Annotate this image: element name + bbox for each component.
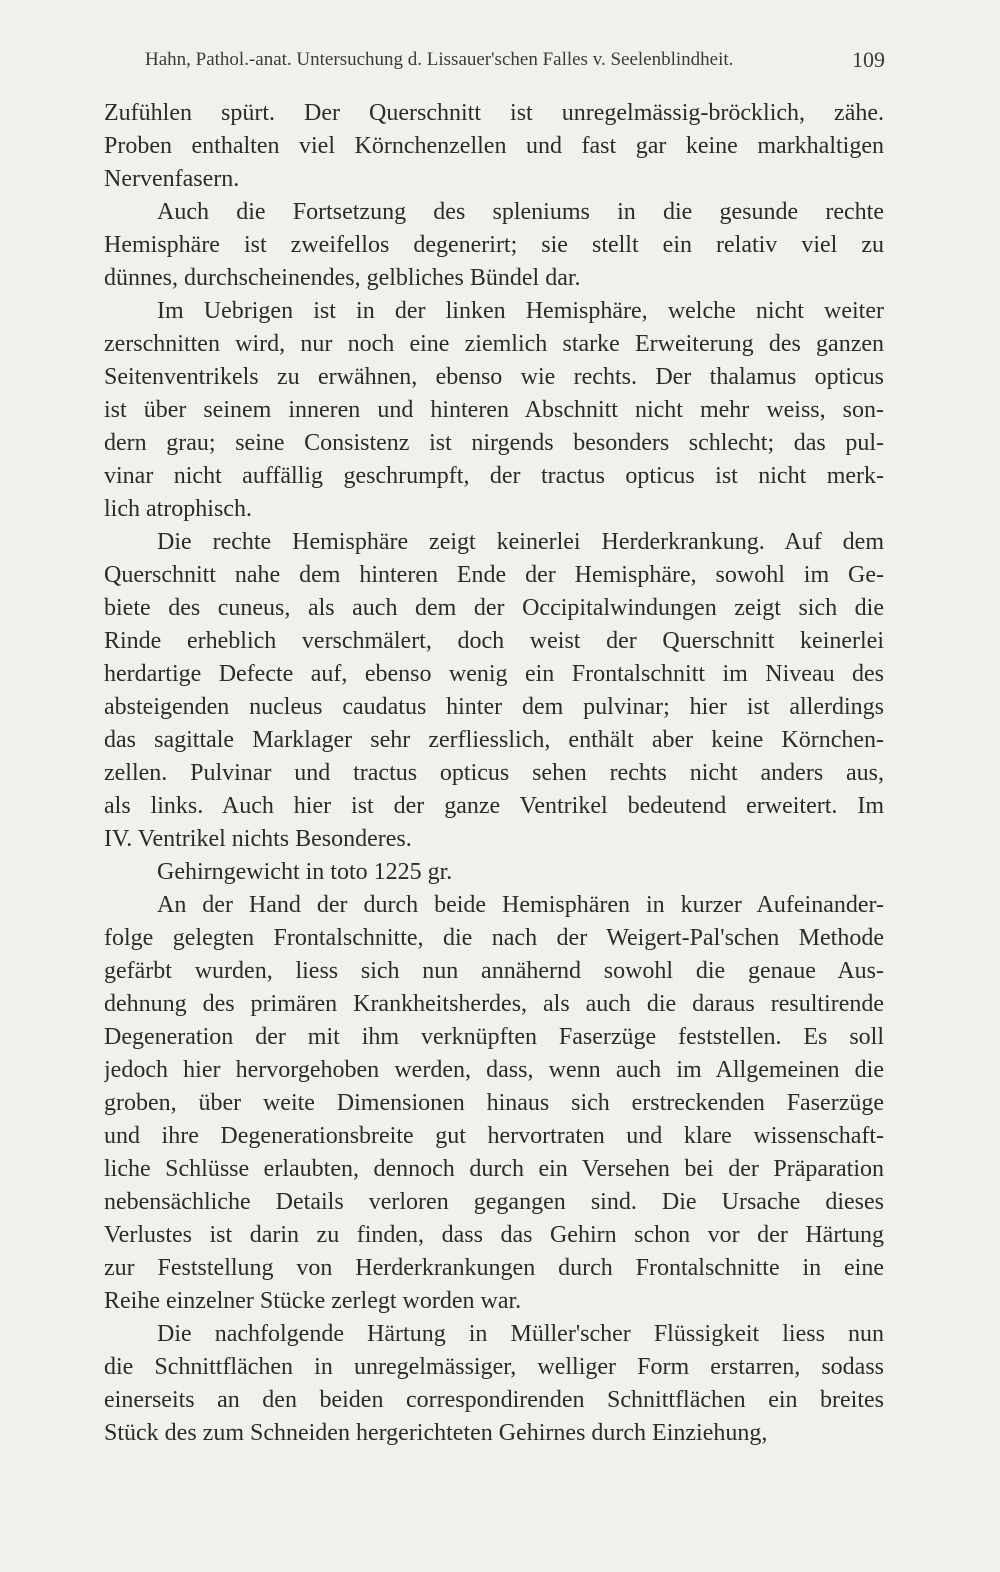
text-line: Gehirngewicht in toto 1225 gr. [157,859,453,885]
paragraph [104,856,884,889]
paragraph [104,97,884,196]
text-line: einerseits an den beiden correspondirenden Schnittflächen ein breites [104,1387,884,1413]
text-line: biete des cuneus, als auch dem der Occipitalwindungen zeigt sich die [104,595,884,621]
text-line: Seitenventrikels zu erwähnen, ebenso wie rechts. Der thalamus opticus [104,364,884,390]
text-line: Die nachfolgende Härtung in Müller'scher Flüssigkeit liess nun [157,1321,884,1347]
text-line: herdartige Defecte auf, ebenso wenig ein Frontalschnitt im Niveau des [104,661,884,687]
text-line: Zufühlen spürt. Der Querschnitt ist unregelmässig-bröcklich, zähe. [104,100,884,126]
text-line: Auch die Fortsetzung des spleniums in die gesunde rechte [157,199,884,225]
text-line: Proben enthalten viel Körnchenzellen und fast gar keine markhaltigen [104,133,884,159]
text-line: dehnung des primären Krankheitsherdes, als auch die daraus resultirende [104,991,884,1017]
text-line: gefärbt wurden, liess sich nun annähernd sowohl die genaue Aus- [104,958,884,984]
text-line: Nervenfasern. [104,166,240,192]
text-line: absteigenden nucleus caudatus hinter dem pulvinar; hier ist allerdings [104,694,884,720]
text-line: dern grau; seine Consistenz ist nirgends besonders schlecht; das pul- [104,430,884,456]
text-line: Querschnitt nahe dem hinteren Ende der Hemisphäre, sowohl im Ge- [104,562,884,588]
text-line: das sagittale Marklager sehr zerfliesslich, enthält aber keine Körnchen- [104,727,884,753]
text-line: und ihre Degenerationsbreite gut hervortraten und klare wissenschaft- [104,1123,884,1149]
text-line: groben, über weite Dimensionen hinaus sich erstreckenden Faserzüge [104,1090,884,1116]
text-line: lich atrophisch. [104,496,252,522]
text-line: ist über seinem inneren und hinteren Abschnitt nicht mehr weiss, son- [104,397,884,423]
paragraph [104,1318,884,1450]
body-text [104,97,884,1450]
page-header [145,40,885,80]
text-line: Degeneration der mit ihm verknüpften Faserzüge feststellen. Es soll [104,1024,884,1050]
page-number: 109 [852,47,885,72]
text-line: An der Hand der durch beide Hemisphären in kurzer Aufeinander- [157,892,884,918]
text-line: zur Feststellung von Herderkrankungen durch Frontalschnitte in eine [104,1255,884,1281]
text-line: zellen. Pulvinar und tractus opticus sehen rechts nicht anders aus, [104,760,884,786]
text-line: vinar nicht auffällig geschrumpft, der tractus opticus ist nicht merk- [104,463,884,489]
text-line: folge gelegten Frontalschnitte, die nach der Weigert-Pal'schen Methode [104,925,884,951]
text-line: Im Uebrigen ist in der linken Hemisphäre, welche nicht weiter [157,298,884,324]
paragraph [104,295,884,526]
text-line: als links. Auch hier ist der ganze Ventrikel bedeutend erweitert. Im [104,793,884,819]
text-line: Hemisphäre ist zweifellos degenerirt; sie stellt ein relativ viel zu [104,232,884,258]
text-line: Stück des zum Schneiden hergerichteten Gehirnes durch Einziehung, [104,1420,768,1446]
text-line: zerschnitten wird, nur noch eine ziemlich starke Erweiterung des ganzen [104,331,884,357]
paragraph [104,889,884,1318]
text-line: Reihe einzelner Stücke zerlegt worden war. [104,1288,522,1314]
text-line: IV. Ventrikel nichts Besonderes. [104,826,412,852]
text-line: die Schnittflächen in unregelmässiger, welliger Form erstarren, sodass [104,1354,884,1380]
running-title: Hahn, Pathol.-anat. Untersuchung d. Lissauer'schen Falles v. Seelenblindheit. [145,49,734,70]
text-line: Die rechte Hemisphäre zeigt keinerlei Herderkrankung. Auf dem [157,529,884,555]
text-line: nebensächliche Details verloren gegangen sind. Die Ursache dieses [104,1189,884,1215]
text-line: Verlustes ist darin zu finden, dass das Gehirn schon vor der Härtung [104,1222,884,1248]
paragraph [104,526,884,856]
text-line: jedoch hier hervorgehoben werden, dass, wenn auch im Allgemeinen die [104,1057,884,1083]
paragraph [104,196,884,295]
text-line: Rinde erheblich verschmälert, doch weist der Querschnitt keinerlei [104,628,884,654]
text-line: liche Schlüsse erlaubten, dennoch durch ein Versehen bei der Präparation [104,1156,884,1182]
text-line: dünnes, durchscheinendes, gelbliches Bündel dar. [104,265,581,291]
